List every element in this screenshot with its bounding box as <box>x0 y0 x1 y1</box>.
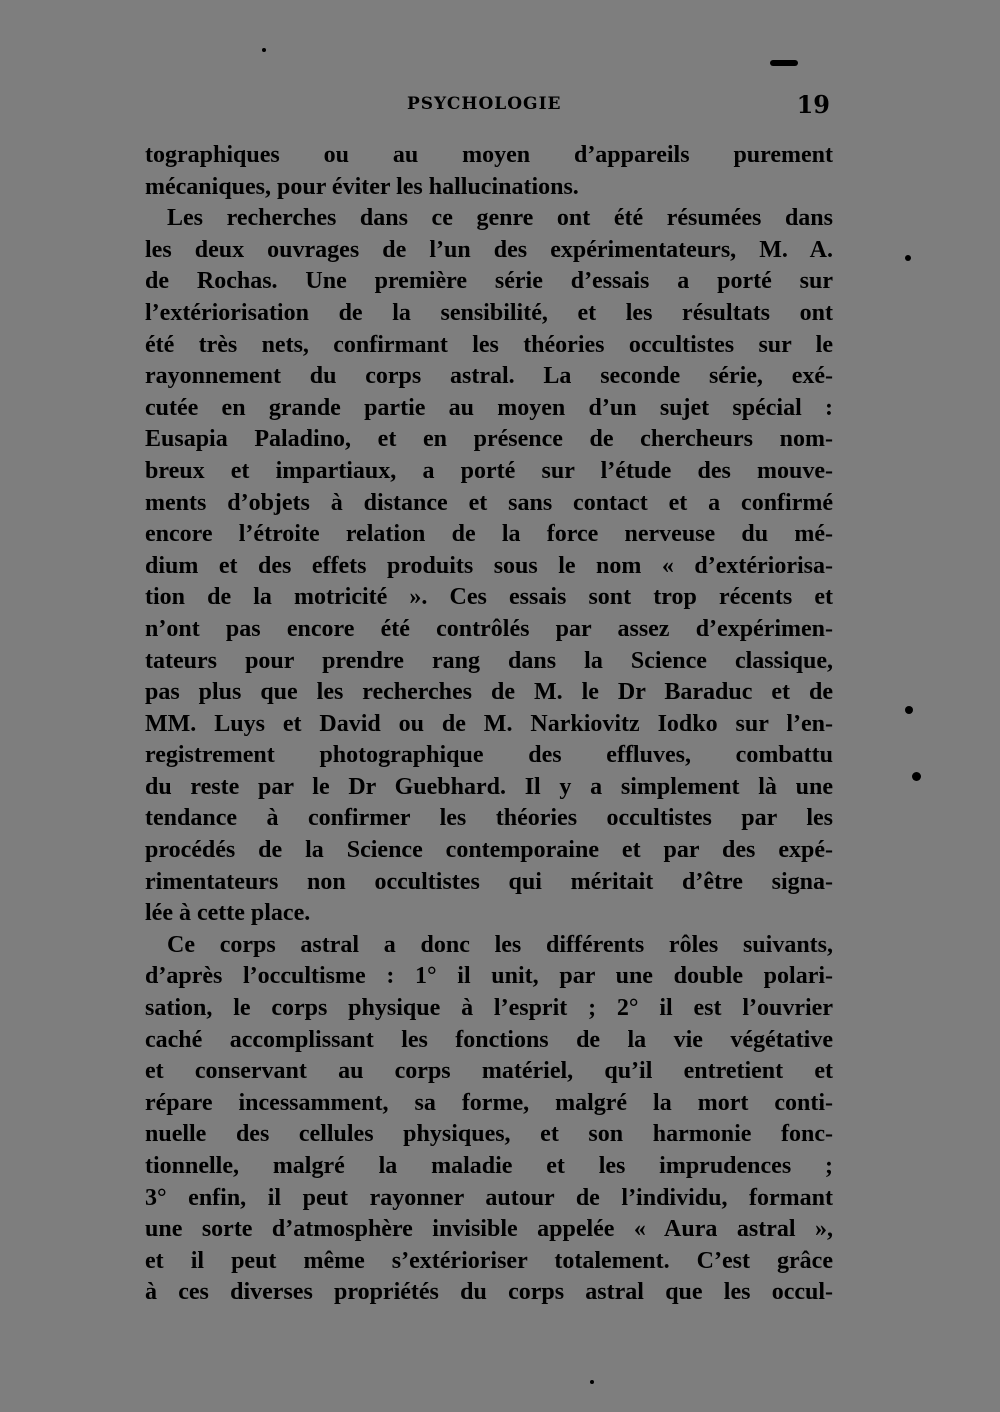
text-line: tionnelle, malgré la maladie et les imprudences ; <box>145 1153 833 1179</box>
text-line: et il peut même s’extérioriser totalement. C’est grâce <box>145 1247 833 1274</box>
text-line: caché accomplissant les fonctions de la vie végétative <box>145 1026 833 1053</box>
text-line: procédés de la Science contemporaine et par des expé- <box>145 837 833 864</box>
text-line: registrement photographique des effluves, combattu <box>145 742 833 769</box>
text-line: les deux ouvrages de l’un des expérimentateurs, M. A. <box>145 236 833 263</box>
text-line: Les recherches dans ce genre ont été résumées dans <box>167 205 833 232</box>
text-line: tion de la motricité ». Ces essais sont trop récents et <box>145 584 833 611</box>
text-line: l’extériorisation de la sensibilité, et les résultats ont <box>145 299 833 326</box>
text-line: d’après l’occultisme : 1° il unit, par une double polari- <box>145 963 833 990</box>
text-line: tendance à confirmer les théories occultistes par les <box>145 805 833 832</box>
text-line: une sorte d’atmosphère invisible appelée « Aura astral », <box>145 1216 833 1243</box>
text-line: ments d’objets à distance et sans contact et a confirmé <box>145 489 833 516</box>
text-line: cutée en grande partie au moyen d’un sujet spécial : <box>145 394 833 421</box>
text-line: Eusapia Paladino, et en présence de chercheurs nom- <box>145 426 833 453</box>
text-line: tateurs pour prendre rang dans la Science classique, <box>145 647 833 674</box>
running-title: PSYCHOLOGIE <box>407 94 562 114</box>
text-line: mécaniques, pour éviter les hallucinations. <box>145 173 579 200</box>
text-line: breux et impartiaux, a porté sur l’étude des mouve- <box>145 457 833 484</box>
text-line: rimentateurs non occultistes qui méritait d’être signa- <box>145 868 833 895</box>
text-line: et conservant au corps matériel, qu’il entretient et <box>145 1058 833 1085</box>
text-line: répare incessamment, sa forme, malgré la mort conti- <box>145 1089 833 1116</box>
text-line: encore l’étroite relation de la force nerveuse du mé- <box>145 521 833 548</box>
text-line: rayonnement du corps astral. La seconde série, exé- <box>145 363 833 390</box>
text-line: MM. Luys et David ou de M. Narkiovitz Iodko sur l’en- <box>145 710 833 737</box>
text-line: sation, le corps physique à l’esprit ; 2° il est l’ouvrier <box>145 995 833 1022</box>
scan-speck <box>905 255 911 261</box>
text-line: dium et des effets produits sous le nom « d’extériorisa- <box>145 552 833 579</box>
page-number: 19 <box>796 90 830 119</box>
text-line: Ce corps astral a donc les différents rôles suivants, <box>167 931 833 958</box>
text-line: n’ont pas encore été contrôlés par assez d’expérimen- <box>145 615 833 642</box>
scan-speck <box>912 772 921 781</box>
text-line: nuelle des cellules physiques, et son harmonie fonc- <box>145 1121 833 1148</box>
text-line: de Rochas. Une première série d’essais a porté sur <box>145 268 833 295</box>
text-line: pas plus que les recherches de M. le Dr Baraduc et de <box>145 679 833 706</box>
scan-speck <box>590 1380 594 1384</box>
scan-speck <box>262 48 266 52</box>
text-line: été très nets, confirmant les théories occultistes sur le <box>145 331 833 358</box>
text-line: à ces diverses propriétés du corps astral que les occul- <box>145 1279 833 1306</box>
text-line: tographiques ou au moyen d’appareils purement <box>145 142 833 168</box>
scan-speck <box>770 60 798 66</box>
text-line: lée à cette place. <box>145 900 311 927</box>
page-header <box>145 90 830 120</box>
body-text <box>145 140 833 1309</box>
scan-speck <box>905 706 913 714</box>
text-line: 3° enfin, il peut rayonner autour de l’individu, formant <box>145 1184 833 1211</box>
text-line: du reste par le Dr Guebhard. Il y a simplement là une <box>145 773 833 800</box>
